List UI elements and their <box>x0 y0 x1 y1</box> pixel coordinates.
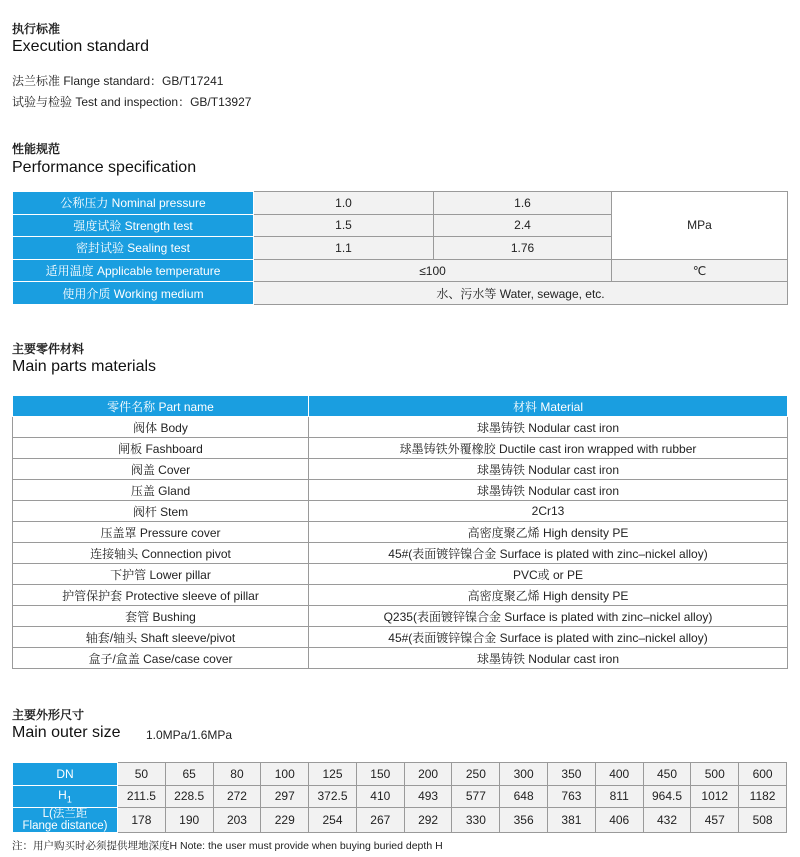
table-row <box>13 585 788 606</box>
part-name: 阀杆 Stem <box>13 501 309 522</box>
dn-value: 200 <box>404 763 452 786</box>
strength-test-v1: 1.5 <box>254 214 434 237</box>
dn-value: 80 <box>213 763 261 786</box>
part-name: 护管保护套 Protective sleeve of pillar <box>13 585 309 606</box>
l-value: 432 <box>643 808 691 833</box>
part-material: 45#(表面镀锌镍合金 Surface is plated with zinc–nickel alloy) <box>309 627 788 648</box>
col-part-name: 零件名称 Part name <box>13 396 309 417</box>
strength-test-label: 强度试验 Strength test <box>13 214 254 237</box>
part-name: 压盖罩 Pressure cover <box>13 522 309 543</box>
h1-value: 228.5 <box>165 785 213 808</box>
nominal-pressure-v1: 1.0 <box>254 192 434 215</box>
perf-title-en: Performance specification <box>12 159 197 176</box>
sealing-test-v2: 1.76 <box>434 237 612 260</box>
flange-standard: 法兰标准 Flange standard：GB/T17241 <box>12 74 224 88</box>
exec-title-cn: 执行标准 <box>12 22 61 36</box>
medium-label: 使用介质 Working medium <box>13 282 254 305</box>
part-material: 球墨铸铁 Nodular cast iron <box>309 480 788 501</box>
part-name: 下护管 Lower pillar <box>13 564 309 585</box>
sealing-test-v1: 1.1 <box>254 237 434 260</box>
part-material: 球墨铸铁 Nodular cast iron <box>309 417 788 438</box>
part-material: Q235(表面镀锌镍合金 Surface is plated with zinc–nickel alloy) <box>309 606 788 627</box>
h1-value: 763 <box>548 785 596 808</box>
table-row <box>13 282 788 305</box>
dimensions-table <box>12 762 787 833</box>
table-row <box>13 606 788 627</box>
l-value: 178 <box>118 808 166 833</box>
part-name: 闸板 Fashboard <box>13 438 309 459</box>
part-material: 高密度聚乙烯 High density PE <box>309 522 788 543</box>
l-value: 203 <box>213 808 261 833</box>
dims-pressure: 1.0MPa/1.6MPa <box>146 728 233 742</box>
col-material: 材料 Material <box>309 396 788 417</box>
dims-title-cn: 主要外形尺寸 <box>12 708 85 722</box>
nominal-pressure-label: 公称压力 Nominal pressure <box>13 192 254 215</box>
part-material: 2Cr13 <box>309 501 788 522</box>
l-value: 381 <box>548 808 596 833</box>
table-row <box>13 501 788 522</box>
h1-value: 964.5 <box>643 785 691 808</box>
l-value: 457 <box>691 808 739 833</box>
h1-value: 1182 <box>739 785 787 808</box>
table-row <box>13 648 788 669</box>
part-material: 45#(表面镀锌镍合金 Surface is plated with zinc–nickel alloy) <box>309 543 788 564</box>
pressure-unit: MPa <box>612 192 788 260</box>
h1-value: 648 <box>500 785 548 808</box>
part-name: 阀体 Body <box>13 417 309 438</box>
l-value: 292 <box>404 808 452 833</box>
table-row <box>13 480 788 501</box>
part-name: 轴套/轴头 Shaft sleeve/pivot <box>13 627 309 648</box>
part-name: 套管 Bushing <box>13 606 309 627</box>
part-name: 连接轴头 Connection pivot <box>13 543 309 564</box>
strength-test-v2: 2.4 <box>434 214 612 237</box>
h1-value: 211.5 <box>118 785 166 808</box>
table-row <box>13 459 788 480</box>
l-value: 190 <box>165 808 213 833</box>
parts-title-cn: 主要零件材料 <box>12 342 85 356</box>
l-value: 406 <box>595 808 643 833</box>
part-material: 球墨铸铁 Nodular cast iron <box>309 648 788 669</box>
dn-value: 500 <box>691 763 739 786</box>
dn-value: 100 <box>261 763 309 786</box>
part-material: 球墨铸铁外覆橡胶 Ductile cast iron wrapped with rubber <box>309 438 788 459</box>
dn-value: 250 <box>452 763 500 786</box>
h1-label <box>13 785 118 808</box>
part-material: PVC或 or PE <box>309 564 788 585</box>
h1-value: 493 <box>404 785 452 808</box>
part-material: 球墨铸铁 Nodular cast iron <box>309 459 788 480</box>
l-value: 267 <box>356 808 404 833</box>
table-row <box>13 522 788 543</box>
dn-label: DN <box>13 763 118 786</box>
h1-value: 410 <box>356 785 404 808</box>
table-row-dn <box>13 763 787 786</box>
h1-value: 1012 <box>691 785 739 808</box>
l-label-line1: L(法兰距 <box>42 808 88 820</box>
performance-table <box>12 191 788 305</box>
part-name: 压盖 Gland <box>13 480 309 501</box>
test-standard: 试验与检验 Test and inspection：GB/T13927 <box>12 95 252 109</box>
l-label-line2: Flange distance) <box>22 820 108 832</box>
dn-value: 300 <box>500 763 548 786</box>
dn-value: 350 <box>548 763 596 786</box>
table-row-l <box>13 808 787 833</box>
sealing-test-label: 密封试验 Sealing test <box>13 237 254 260</box>
table-row <box>13 438 788 459</box>
dn-value: 450 <box>643 763 691 786</box>
medium-value: 水、污水等 Water, sewage, etc. <box>254 282 788 305</box>
parts-title-en: Main parts materials <box>12 358 157 375</box>
h-label-text: H <box>58 788 67 803</box>
h-label-sub: 1 <box>66 794 72 805</box>
dn-value: 125 <box>309 763 357 786</box>
part-name: 阀盖 Cover <box>13 459 309 480</box>
perf-title-cn: 性能规范 <box>12 142 61 156</box>
footnote: 注：用户购买时必须提供埋地深度H Note: the user must provide when buying buried depth H <box>12 840 443 852</box>
table-row <box>13 543 788 564</box>
h1-value: 811 <box>595 785 643 808</box>
table-row-h1 <box>13 785 787 808</box>
l-value: 254 <box>309 808 357 833</box>
nominal-pressure-v2: 1.6 <box>434 192 612 215</box>
dn-value: 400 <box>595 763 643 786</box>
part-material: 高密度聚乙烯 High density PE <box>309 585 788 606</box>
dn-value: 600 <box>739 763 787 786</box>
l-value: 508 <box>739 808 787 833</box>
parts-table <box>12 395 788 669</box>
table-row <box>13 627 788 648</box>
table-row <box>13 259 788 282</box>
exec-title-en: Execution standard <box>12 38 149 55</box>
dn-value: 50 <box>118 763 166 786</box>
table-header-row <box>13 396 788 417</box>
dn-value: 150 <box>356 763 404 786</box>
l-label <box>13 808 118 833</box>
table-row <box>13 564 788 585</box>
temp-unit: ℃ <box>612 259 788 282</box>
l-value: 356 <box>500 808 548 833</box>
dims-title-en: Main outer size <box>12 724 121 741</box>
part-name: 盒子/盒盖 Case/case cover <box>13 648 309 669</box>
temp-value: ≤100 <box>254 259 612 282</box>
dn-value: 65 <box>165 763 213 786</box>
table-row <box>13 417 788 438</box>
h1-value: 297 <box>261 785 309 808</box>
l-value: 330 <box>452 808 500 833</box>
h1-value: 577 <box>452 785 500 808</box>
h1-value: 372.5 <box>309 785 357 808</box>
temp-label: 适用温度 Applicable temperature <box>13 259 254 282</box>
table-row <box>13 192 788 215</box>
h1-value: 272 <box>213 785 261 808</box>
l-value: 229 <box>261 808 309 833</box>
